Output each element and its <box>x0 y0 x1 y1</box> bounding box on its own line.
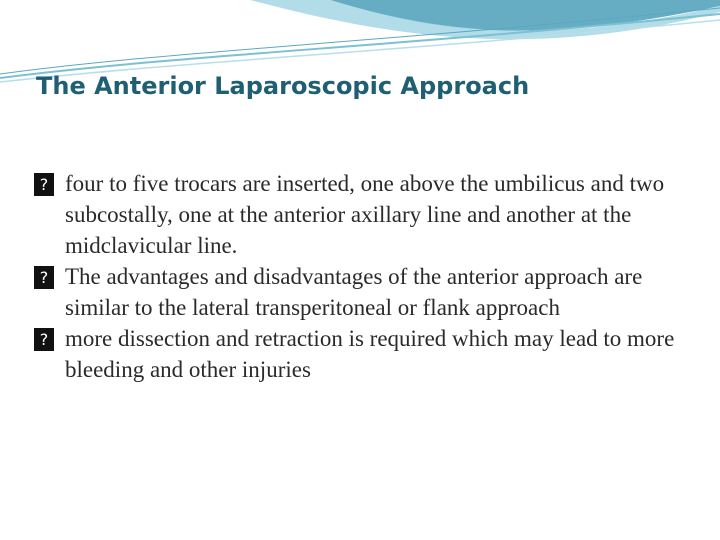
bullet-marker-icon: ? <box>34 328 54 351</box>
bullet-item <box>34 168 694 261</box>
bullet-text: more dissection and retraction is required which may lead to more bleeding and other injuries <box>65 326 675 382</box>
bullet-item <box>34 261 694 323</box>
bullet-text: The advantages and disadvantages of the anterior approach are similar to the lateral transperitoneal or flank approach <box>65 264 643 320</box>
slide-title: The Anterior Laparoscopic Approach <box>36 72 530 100</box>
bullet-marker-icon: ? <box>34 173 54 196</box>
bullet-list <box>34 168 694 385</box>
bullet-item <box>34 323 694 385</box>
bullet-marker-icon: ? <box>34 266 54 289</box>
bullet-text: four to five trocars are inserted, one above the umbilicus and two subcostally, one at the anterior axillary line and another at the midclavicular line. <box>65 171 665 258</box>
